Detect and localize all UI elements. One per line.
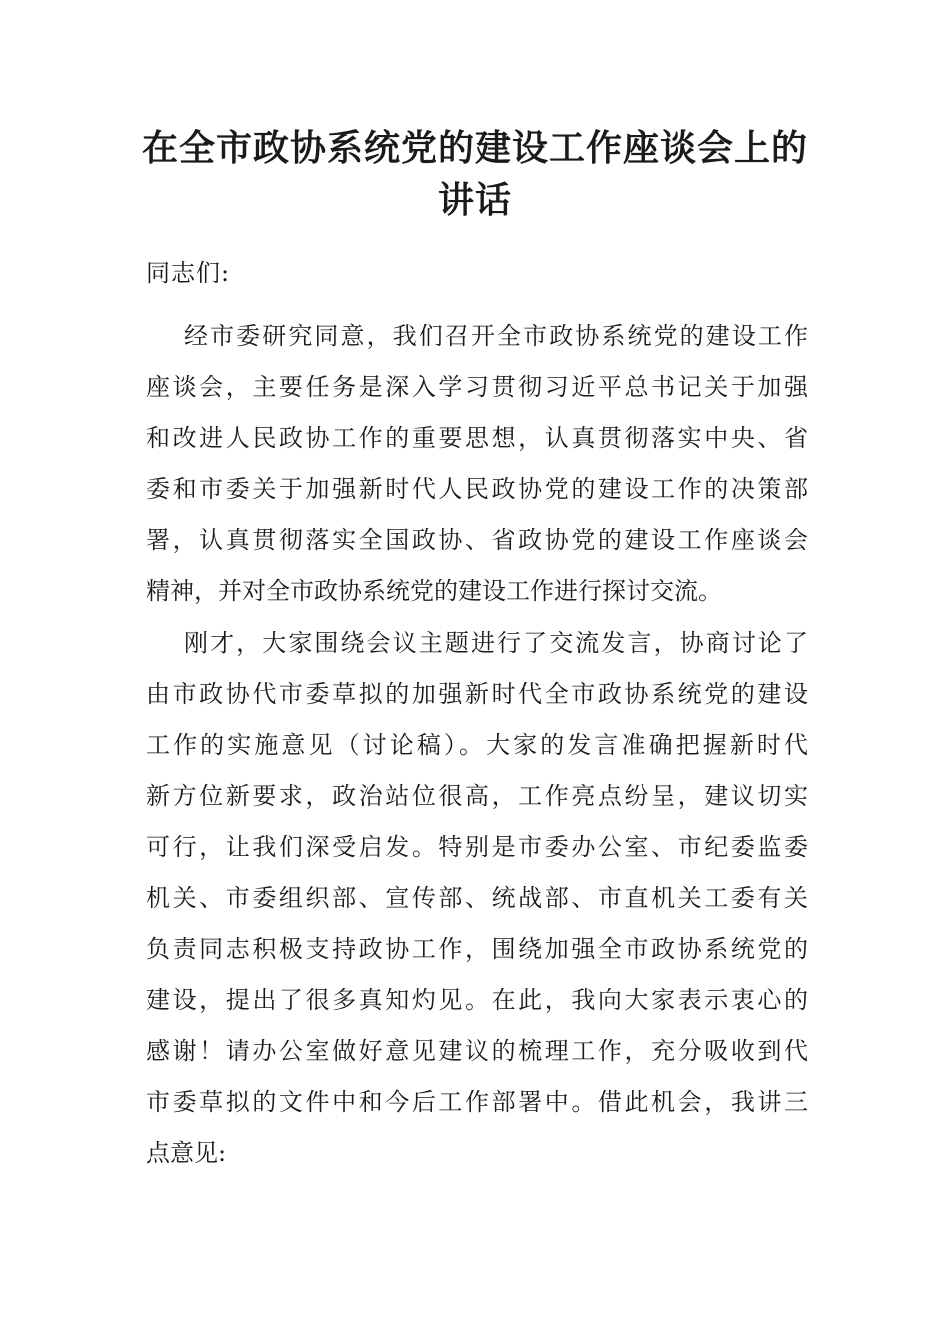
- text-line: 点意见:: [146, 1139, 227, 1167]
- text-line: 工作的实施意见（讨论稿）。大家的发言准确把握新时代: [146, 731, 808, 759]
- text-line: 经市委研究同意，我们召开全市政协系统党的建设工作: [184, 322, 808, 350]
- title-line: 在全市政协系统党的建设工作座谈会上的: [141, 127, 808, 169]
- text-line: 新方位新要求，政治站位很高，工作亮点纷呈，建议切实: [146, 782, 808, 810]
- text-line: 建设，提出了很多真知灼见。在此，我向大家表示衷心的: [146, 986, 808, 1014]
- text-line: 由市政协代市委草拟的加强新时代全市政协系统党的建设: [146, 680, 808, 708]
- text-line: 可行，让我们深受启发。特别是市委办公室、市纪委监委: [146, 833, 808, 861]
- text-line: 座谈会，主要任务是深入学习贯彻习近平总书记关于加强: [146, 373, 808, 401]
- text-line: 感谢！请办公室做好意见建议的梳理工作，充分吸收到代: [146, 1037, 808, 1065]
- text-line: 委和市委关于加强新时代人民政协党的建设工作的决策部: [146, 475, 808, 503]
- paragraph-2: [146, 623, 808, 1184]
- text-line: 精神，并对全市政协系统党的建设工作进行探讨交流。: [146, 577, 722, 605]
- text-line: 市委草拟的文件中和今后工作部署中。借此机会，我讲三: [146, 1088, 808, 1116]
- text-line: 和改进人民政协工作的重要思想，认真贯彻落实中央、省: [146, 424, 808, 452]
- text-line: 负责同志积极支持政协工作，围绕加强全市政协系统党的: [146, 935, 808, 963]
- text-line: 刚才，大家围绕会议主题进行了交流发言，协商讨论了: [184, 629, 808, 657]
- title-line: 讲话: [437, 179, 512, 221]
- document-title: [120, 122, 830, 226]
- salutation: 同志们:: [146, 259, 231, 287]
- text-line: 署，认真贯彻落实全国政协、省政协党的建设工作座谈会: [146, 526, 808, 554]
- paragraph-1: [146, 316, 808, 622]
- text-line: 机关、市委组织部、宣传部、统战部、市直机关工委有关: [146, 884, 808, 912]
